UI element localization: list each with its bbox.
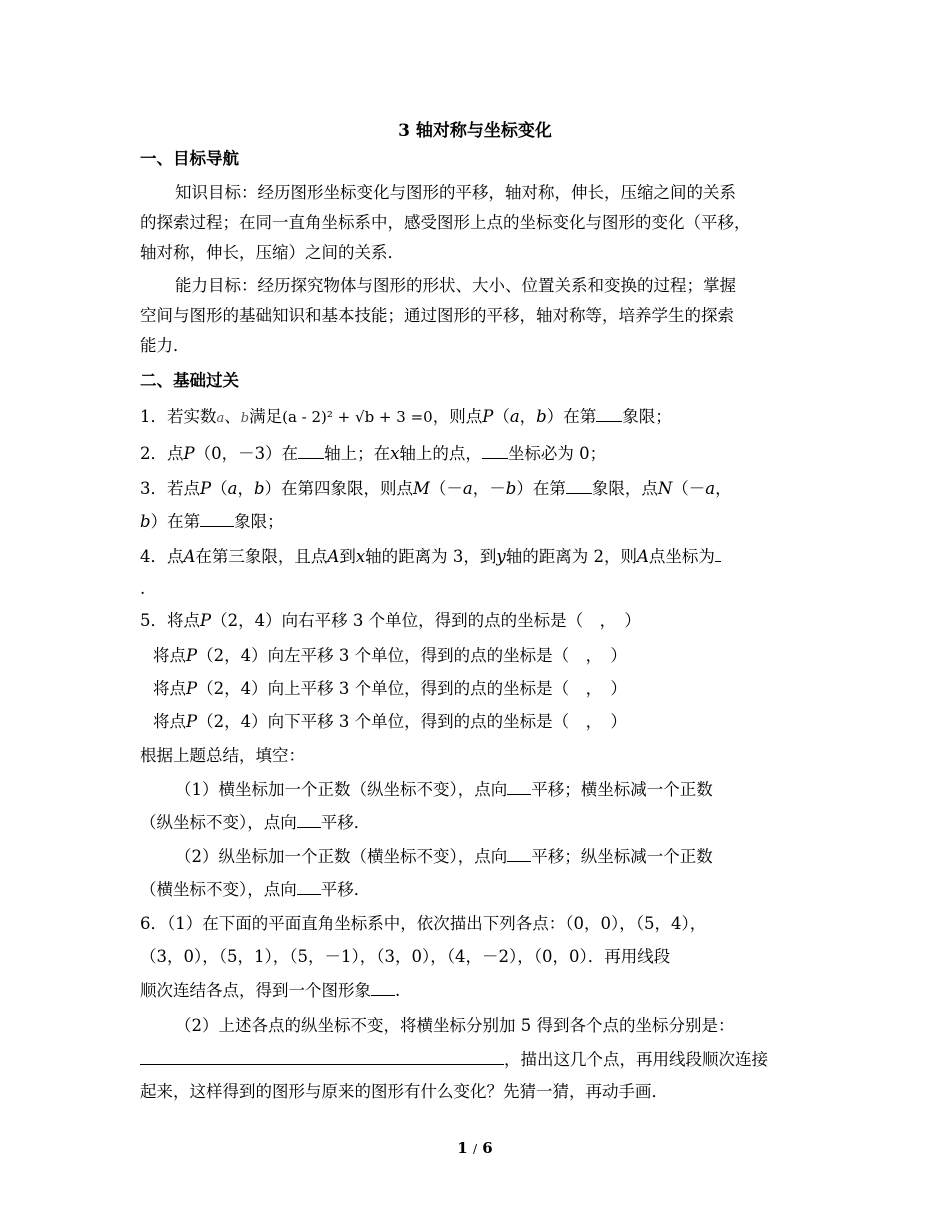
summary-2-line-2: （横坐标不变），点向 平移． — [140, 880, 371, 899]
answer-blank[interactable] — [715, 545, 721, 562]
question-5-line-4: 将点P（2，4）向下平移 3 个单位，得到的点的坐标是（ ， ） — [153, 712, 627, 731]
question-6-line-5: ，描出这几个点，再用线段顺次连接 — [140, 1048, 768, 1071]
summary-1-line-2: （纵坐标不变），点向 平移． — [140, 813, 371, 832]
question-5-line-1: 5．将点P（2，4）向右平移 3 个单位，得到的点的坐标是（ ， ） — [140, 611, 641, 630]
section-heading-goals: 一、目标导航 — [140, 149, 239, 168]
page-number: 1 / 6 — [457, 1139, 493, 1157]
question-5-line-2: 将点P（2，4）向左平移 3 个单位，得到的点的坐标是（ ， ） — [153, 646, 627, 665]
question-2: 2．点P（0，－3）在 轴上；在x轴上的点， 坐标必为 0； — [140, 444, 607, 463]
answer-blank[interactable] — [507, 845, 531, 862]
question-1: 1．若实数a、b满足(a - 2)² + √b + 3 =0，则点P（a，b）在第 象限； — [140, 407, 672, 426]
ability-goal-line-2: 空间与图形的基础知识和基本技能；通过图形的平移，轴对称等，培养学生的探索 — [140, 306, 734, 325]
page-title: 3 轴对称与坐标变化 — [398, 121, 552, 141]
answer-blank[interactable] — [371, 979, 395, 996]
knowledge-goal-line-1: 知识目标：经历图形坐标变化与图形的平移，轴对称，伸长，压缩之间的关系 — [175, 183, 736, 202]
answer-blank-long[interactable] — [140, 1048, 504, 1065]
question-3: 3．若点P（a，b）在第四象限，则点M（－a，－b）在第 象限，点N（－a， — [140, 479, 732, 498]
answer-blank[interactable] — [596, 405, 622, 422]
answer-blank[interactable] — [507, 778, 531, 795]
answer-blank[interactable] — [482, 442, 508, 459]
question-6-line-1: 6．（1）在下面的平面直角坐标系中，依次描出下列各点：（0，0），（5，4）， — [140, 914, 707, 933]
question-6-line-6: 起来，这样得到的图形与原来的图形有什么变化？先猜一猜，再动手画． — [140, 1082, 668, 1101]
section-heading-basics: 二、基础过关 — [140, 371, 239, 390]
question-6-line-2: （3，0），（5，1），（5，－1），（3，0），（4，－2），（0，0）．再用线段 — [140, 947, 671, 966]
question-4-line-2: . — [140, 579, 146, 598]
summary-intro: 根据上题总结，填空： — [140, 746, 305, 765]
answer-blank[interactable] — [297, 811, 321, 828]
equation: (a - 2)² + √b + 3 =0 — [282, 408, 433, 426]
knowledge-goal-line-3: 轴对称，伸长，压缩）之间的关系． — [140, 243, 404, 262]
knowledge-goal-line-2: 的探索过程；在同一直角坐标系中，感受图形上点的坐标变化与图形的变化（平移， — [140, 213, 751, 232]
question-3-line-2: b）在第 象限； — [140, 512, 284, 531]
question-6-line-3: 顺次连结各点，得到一个图形象 . — [140, 981, 401, 1000]
answer-blank[interactable] — [297, 878, 321, 895]
question-6-line-4: （2）上述各点的纵坐标不变，将横坐标分别加 5 得到各个点的坐标分别是： — [175, 1016, 735, 1035]
answer-blank[interactable] — [566, 477, 592, 494]
question-5-line-3: 将点P（2，4）向上平移 3 个单位，得到的点的坐标是（ ， ） — [153, 679, 627, 698]
answer-blank[interactable] — [200, 510, 234, 527]
answer-blank[interactable] — [298, 442, 324, 459]
question-4: 4．点A在第三象限，且点A到x轴的距离为 3，到y轴的距离为 2，则A点坐标为 — [140, 545, 721, 568]
ability-goal-line-3: 能力． — [140, 336, 190, 355]
ability-goal-line-1: 能力目标：经历探究物体与图形的形状、大小、位置关系和变换的过程；掌握 — [175, 276, 736, 295]
summary-1-line-1: （1）横坐标加一个正数（纵坐标不变），点向 平移；横坐标减一个正数 — [175, 780, 713, 799]
summary-2-line-1: （2）纵坐标加一个正数（横坐标不变），点向 平移；纵坐标减一个正数 — [175, 847, 713, 866]
